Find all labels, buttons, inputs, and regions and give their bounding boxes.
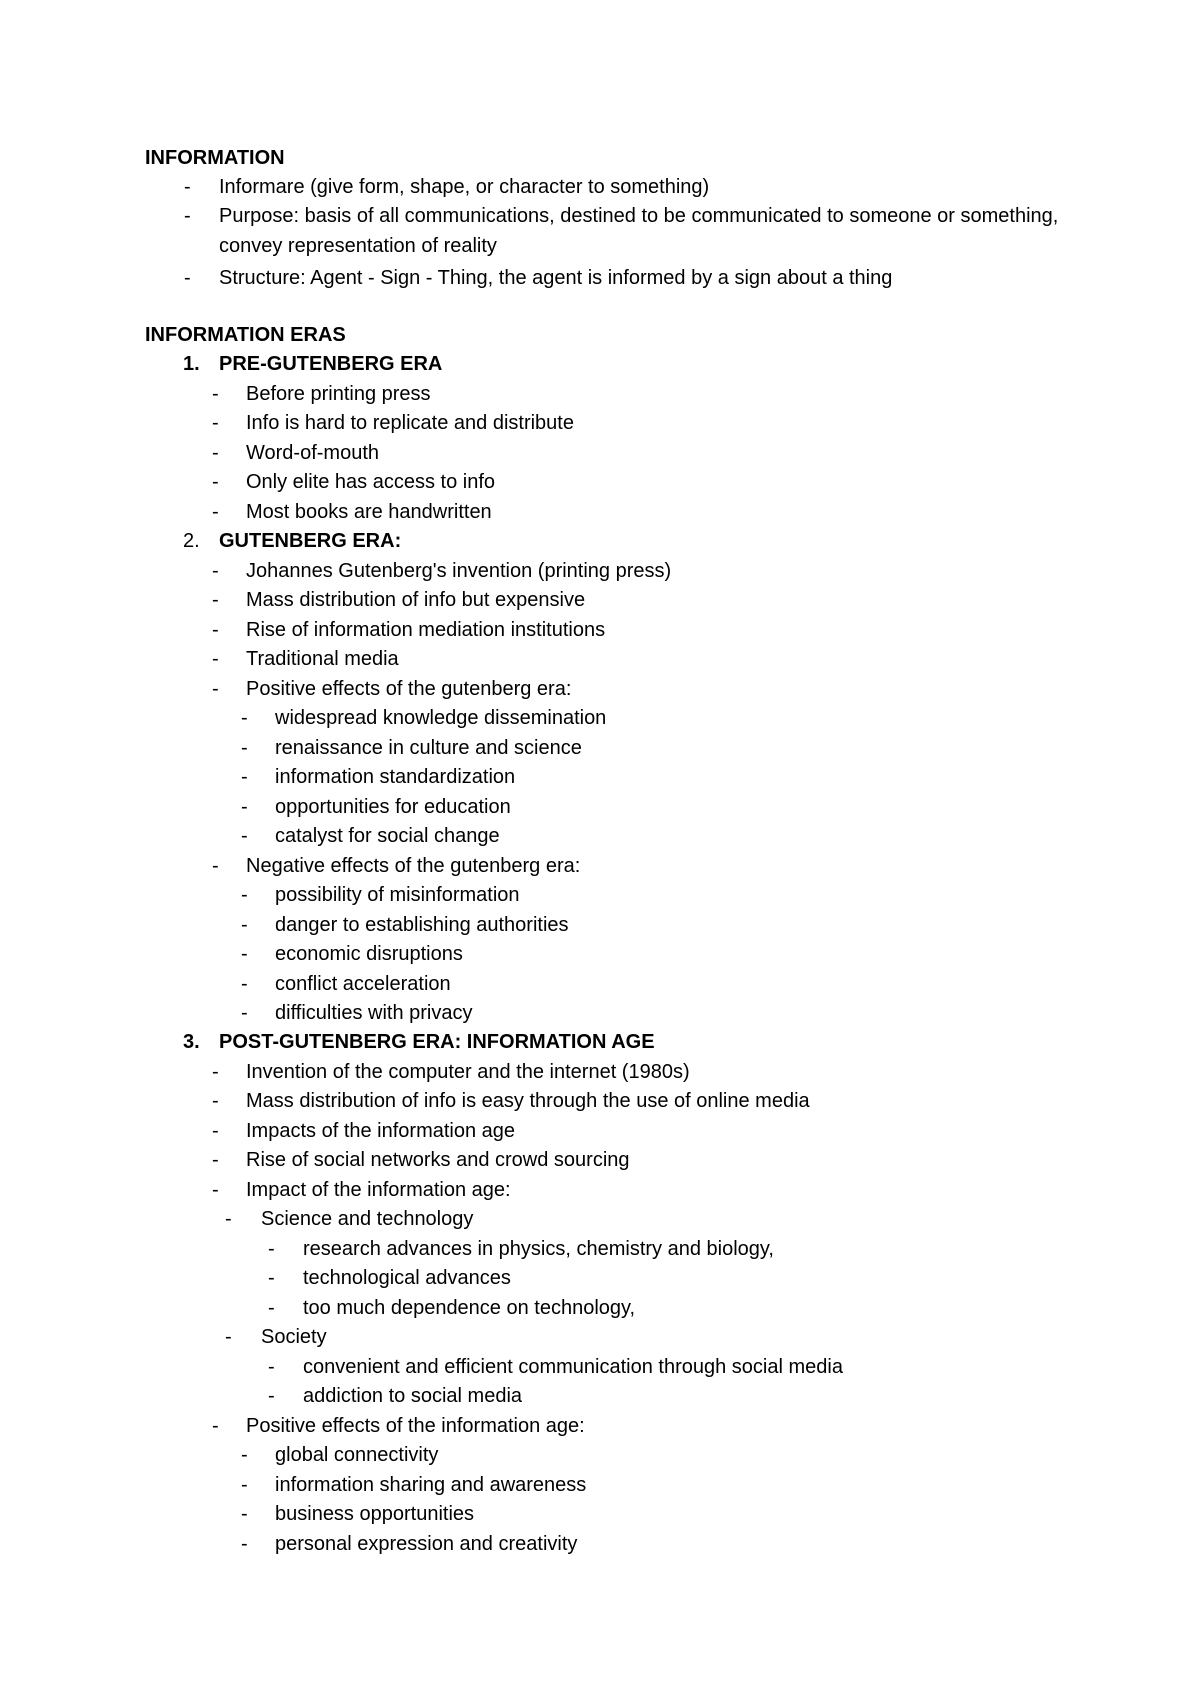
- dash-bullet: -: [212, 383, 219, 405]
- dash-bullet: -: [241, 796, 248, 818]
- dash-bullet: -: [241, 1533, 248, 1555]
- dash-bullet: -: [212, 1149, 219, 1171]
- dash-bullet: -: [268, 1356, 275, 1378]
- dash-bullet: -: [212, 589, 219, 611]
- dash-bullet: -: [212, 1090, 219, 1112]
- dash-bullet: -: [212, 412, 219, 434]
- dash-bullet: -: [212, 678, 219, 700]
- dash-bullet: -: [225, 1208, 232, 1230]
- dash-bullet: -: [212, 1179, 219, 1201]
- dash-bullet: -: [225, 1326, 232, 1348]
- dash-bullet: -: [212, 1061, 219, 1083]
- dash-bullet: -: [241, 1444, 248, 1466]
- dash-bullet: -: [241, 943, 248, 965]
- dash-bullet: -: [241, 1503, 248, 1525]
- dash-bullet: -: [241, 884, 248, 906]
- dash-bullet: -: [268, 1297, 275, 1319]
- dash-bullet: -: [212, 1120, 219, 1142]
- dash-bullet: -: [212, 648, 219, 670]
- dash-bullet: -: [241, 1002, 248, 1024]
- dash-bullet: -: [212, 1415, 219, 1437]
- dash-bullet: -: [212, 619, 219, 641]
- dash-bullet: -: [241, 766, 248, 788]
- dash-bullet: -: [184, 205, 191, 227]
- dash-bullet: -: [241, 737, 248, 759]
- dash-bullet: -: [212, 442, 219, 464]
- dash-bullet: -: [241, 707, 248, 729]
- dash-bullet: -: [184, 176, 191, 198]
- dash-bullet: -: [212, 501, 219, 523]
- dash-bullet: -: [212, 560, 219, 582]
- document-page: INFORMATION - Informare (give form, shape, or character to something) - Purpose: basis of all communications, destined to be communicated to someone or something, convey representation of reality - Structure: Agent - Sign - Thing, the agent is informed by a sign about a thing INFORMATION ERAS 1. PRE-GUTENBERG ERA - Before printing press - Info is hard to replicate and distribute - Word-of-mouth - Only elite has access to info - Most books are handwritten 2. GUTENBERG ERA: - Johannes Gutenberg's invention (printing press) - Mass distribution of info but expensive - Rise of information mediation institutions - Traditional media - Positive effects of the gutenberg era: - widespread knowledge dissemination - renaissance in culture and science - information standardization - opportunities for education - catalyst for social change - Negative effects of the gutenberg era: - possibility of misinformation - danger to establishing authorities - economic disruptions - conflict acceleration - difficulties with privacy 3. POST-GUTENBERG ERA: INFORMATION AGE - Invention of the computer and the internet (1980s) - Mass distribution of info is easy through the use of online media - Impacts of the information age - Rise of social networks and crowd sourcing - Impact of the information age: - Science and technology - research advances in physics, chemistry and biology, - technological advances - too much dependence on technology, - Society - convenient and efficient communication through social media - addiction to social media - Positive effects of the information age: - global connectivity - information sharing and awareness - business opportunities - personal expression and creativity: [145, 147, 1059, 1555]
- dash-bullet: -: [184, 267, 191, 289]
- dash-bullet: -: [268, 1385, 275, 1407]
- dash-bullet: -: [241, 1474, 248, 1496]
- dash-bullet: -: [241, 914, 248, 936]
- dash-bullet: -: [241, 825, 248, 847]
- dash-bullet: -: [268, 1238, 275, 1260]
- dash-bullet: -: [241, 973, 248, 995]
- dash-bullet: -: [212, 471, 219, 493]
- dash-bullet: -: [212, 855, 219, 877]
- dash-bullet: -: [268, 1267, 275, 1289]
